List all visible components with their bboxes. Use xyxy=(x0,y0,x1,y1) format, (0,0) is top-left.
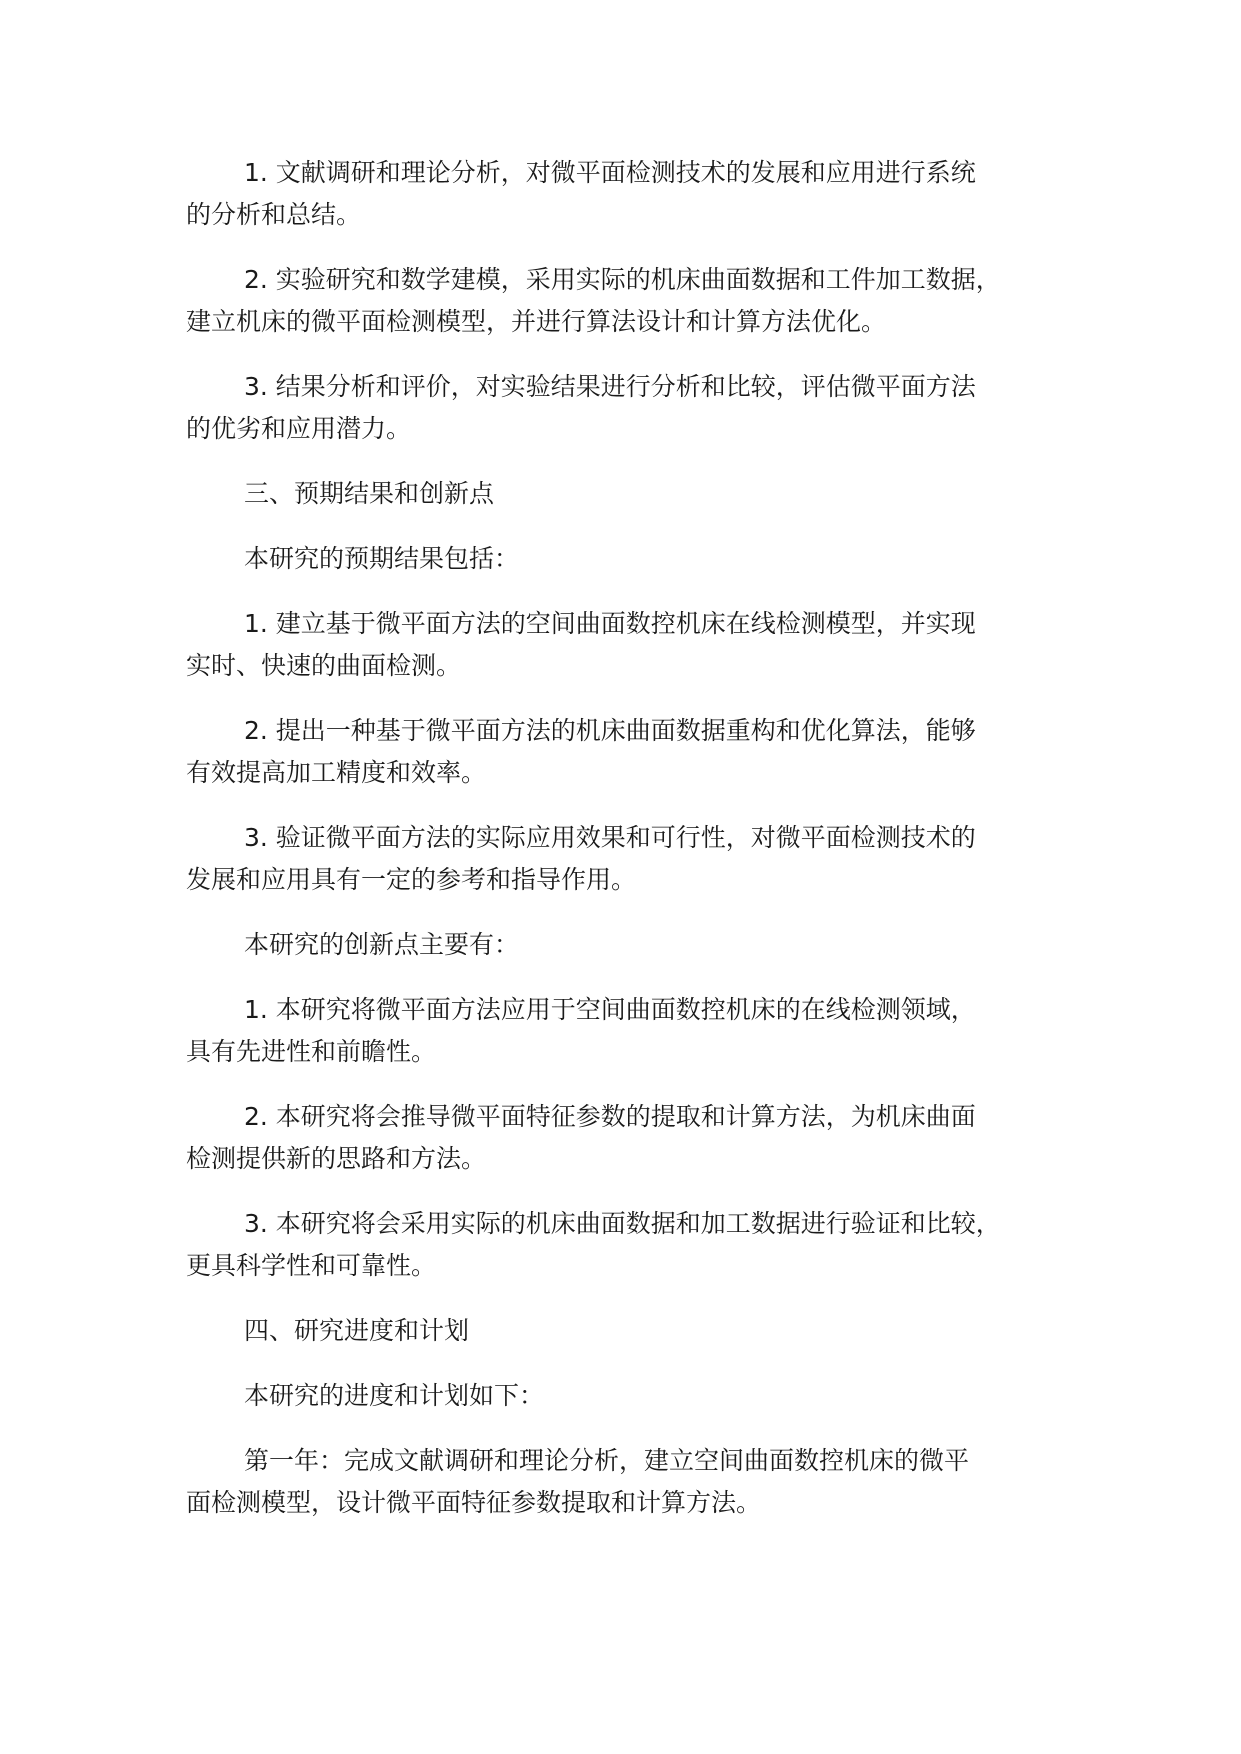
list-item-innovation-1 xyxy=(186,989,1066,1073)
list-item-result-3 xyxy=(186,817,1066,901)
schedule-year-1 xyxy=(186,1440,1066,1524)
text-line: 建立机床的微平面检测模型，并进行算法设计和计算方法优化。 xyxy=(186,307,887,336)
text-line: 的分析和总结。 xyxy=(186,200,362,229)
text-line: 1. 文献调研和理论分析，对微平面检测技术的发展和应用进行系统 xyxy=(244,158,976,187)
text-line: 3. 本研究将会采用实际的机床曲面数据和加工数据进行验证和比较， xyxy=(244,1209,1001,1238)
text-line: 有效提高加工精度和效率。 xyxy=(186,758,487,787)
list-item-innovation-2 xyxy=(186,1096,1066,1180)
text-line: 第一年：完成文献调研和理论分析，建立空间曲面数控机床的微平 xyxy=(244,1446,970,1475)
intro-innovations xyxy=(186,924,1066,966)
heading-text: 四、研究进度和计划 xyxy=(244,1316,470,1345)
text-line: 更具科学性和可靠性。 xyxy=(186,1251,437,1280)
text-line: 实时、快速的曲面检测。 xyxy=(186,651,462,680)
text-line: 3. 结果分析和评价，对实验结果进行分析和比较，评估微平面方法 xyxy=(244,372,976,401)
text-line: 本研究的预期结果包括： xyxy=(244,544,520,573)
list-item-method-1 xyxy=(186,152,1066,236)
text-line: 1. 本研究将微平面方法应用于空间曲面数控机床的在线检测领域， xyxy=(244,995,976,1024)
text-line: 发展和应用具有一定的参考和指导作用。 xyxy=(186,865,637,894)
document-body xyxy=(186,152,1066,1547)
section-heading-schedule xyxy=(186,1310,1066,1352)
text-line: 2. 提出一种基于微平面方法的机床曲面数据重构和优化算法，能够 xyxy=(244,716,976,745)
list-item-method-3 xyxy=(186,366,1066,450)
text-line: 1. 建立基于微平面方法的空间曲面数控机床在线检测模型，并实现 xyxy=(244,609,976,638)
section-heading-expected-results xyxy=(186,473,1066,515)
text-line: 检测提供新的思路和方法。 xyxy=(186,1144,487,1173)
text-line: 具有先进性和前瞻性。 xyxy=(186,1037,437,1066)
text-line: 2. 实验研究和数学建模，采用实际的机床曲面数据和工件加工数据， xyxy=(244,265,1001,294)
text-line: 2. 本研究将会推导微平面特征参数的提取和计算方法，为机床曲面 xyxy=(244,1102,976,1131)
heading-text: 三、预期结果和创新点 xyxy=(244,479,495,508)
intro-expected-results xyxy=(186,538,1066,580)
text-line: 本研究的创新点主要有： xyxy=(244,930,520,959)
list-item-method-2 xyxy=(186,259,1066,343)
list-item-innovation-3 xyxy=(186,1203,1066,1287)
list-item-result-2 xyxy=(186,710,1066,794)
text-line: 的优劣和应用潜力。 xyxy=(186,414,412,443)
text-line: 本研究的进度和计划如下： xyxy=(244,1381,545,1410)
text-line: 3. 验证微平面方法的实际应用效果和可行性，对微平面检测技术的 xyxy=(244,823,976,852)
text-line: 面检测模型，设计微平面特征参数提取和计算方法。 xyxy=(186,1488,762,1517)
list-item-result-1 xyxy=(186,603,1066,687)
intro-schedule xyxy=(186,1375,1066,1417)
